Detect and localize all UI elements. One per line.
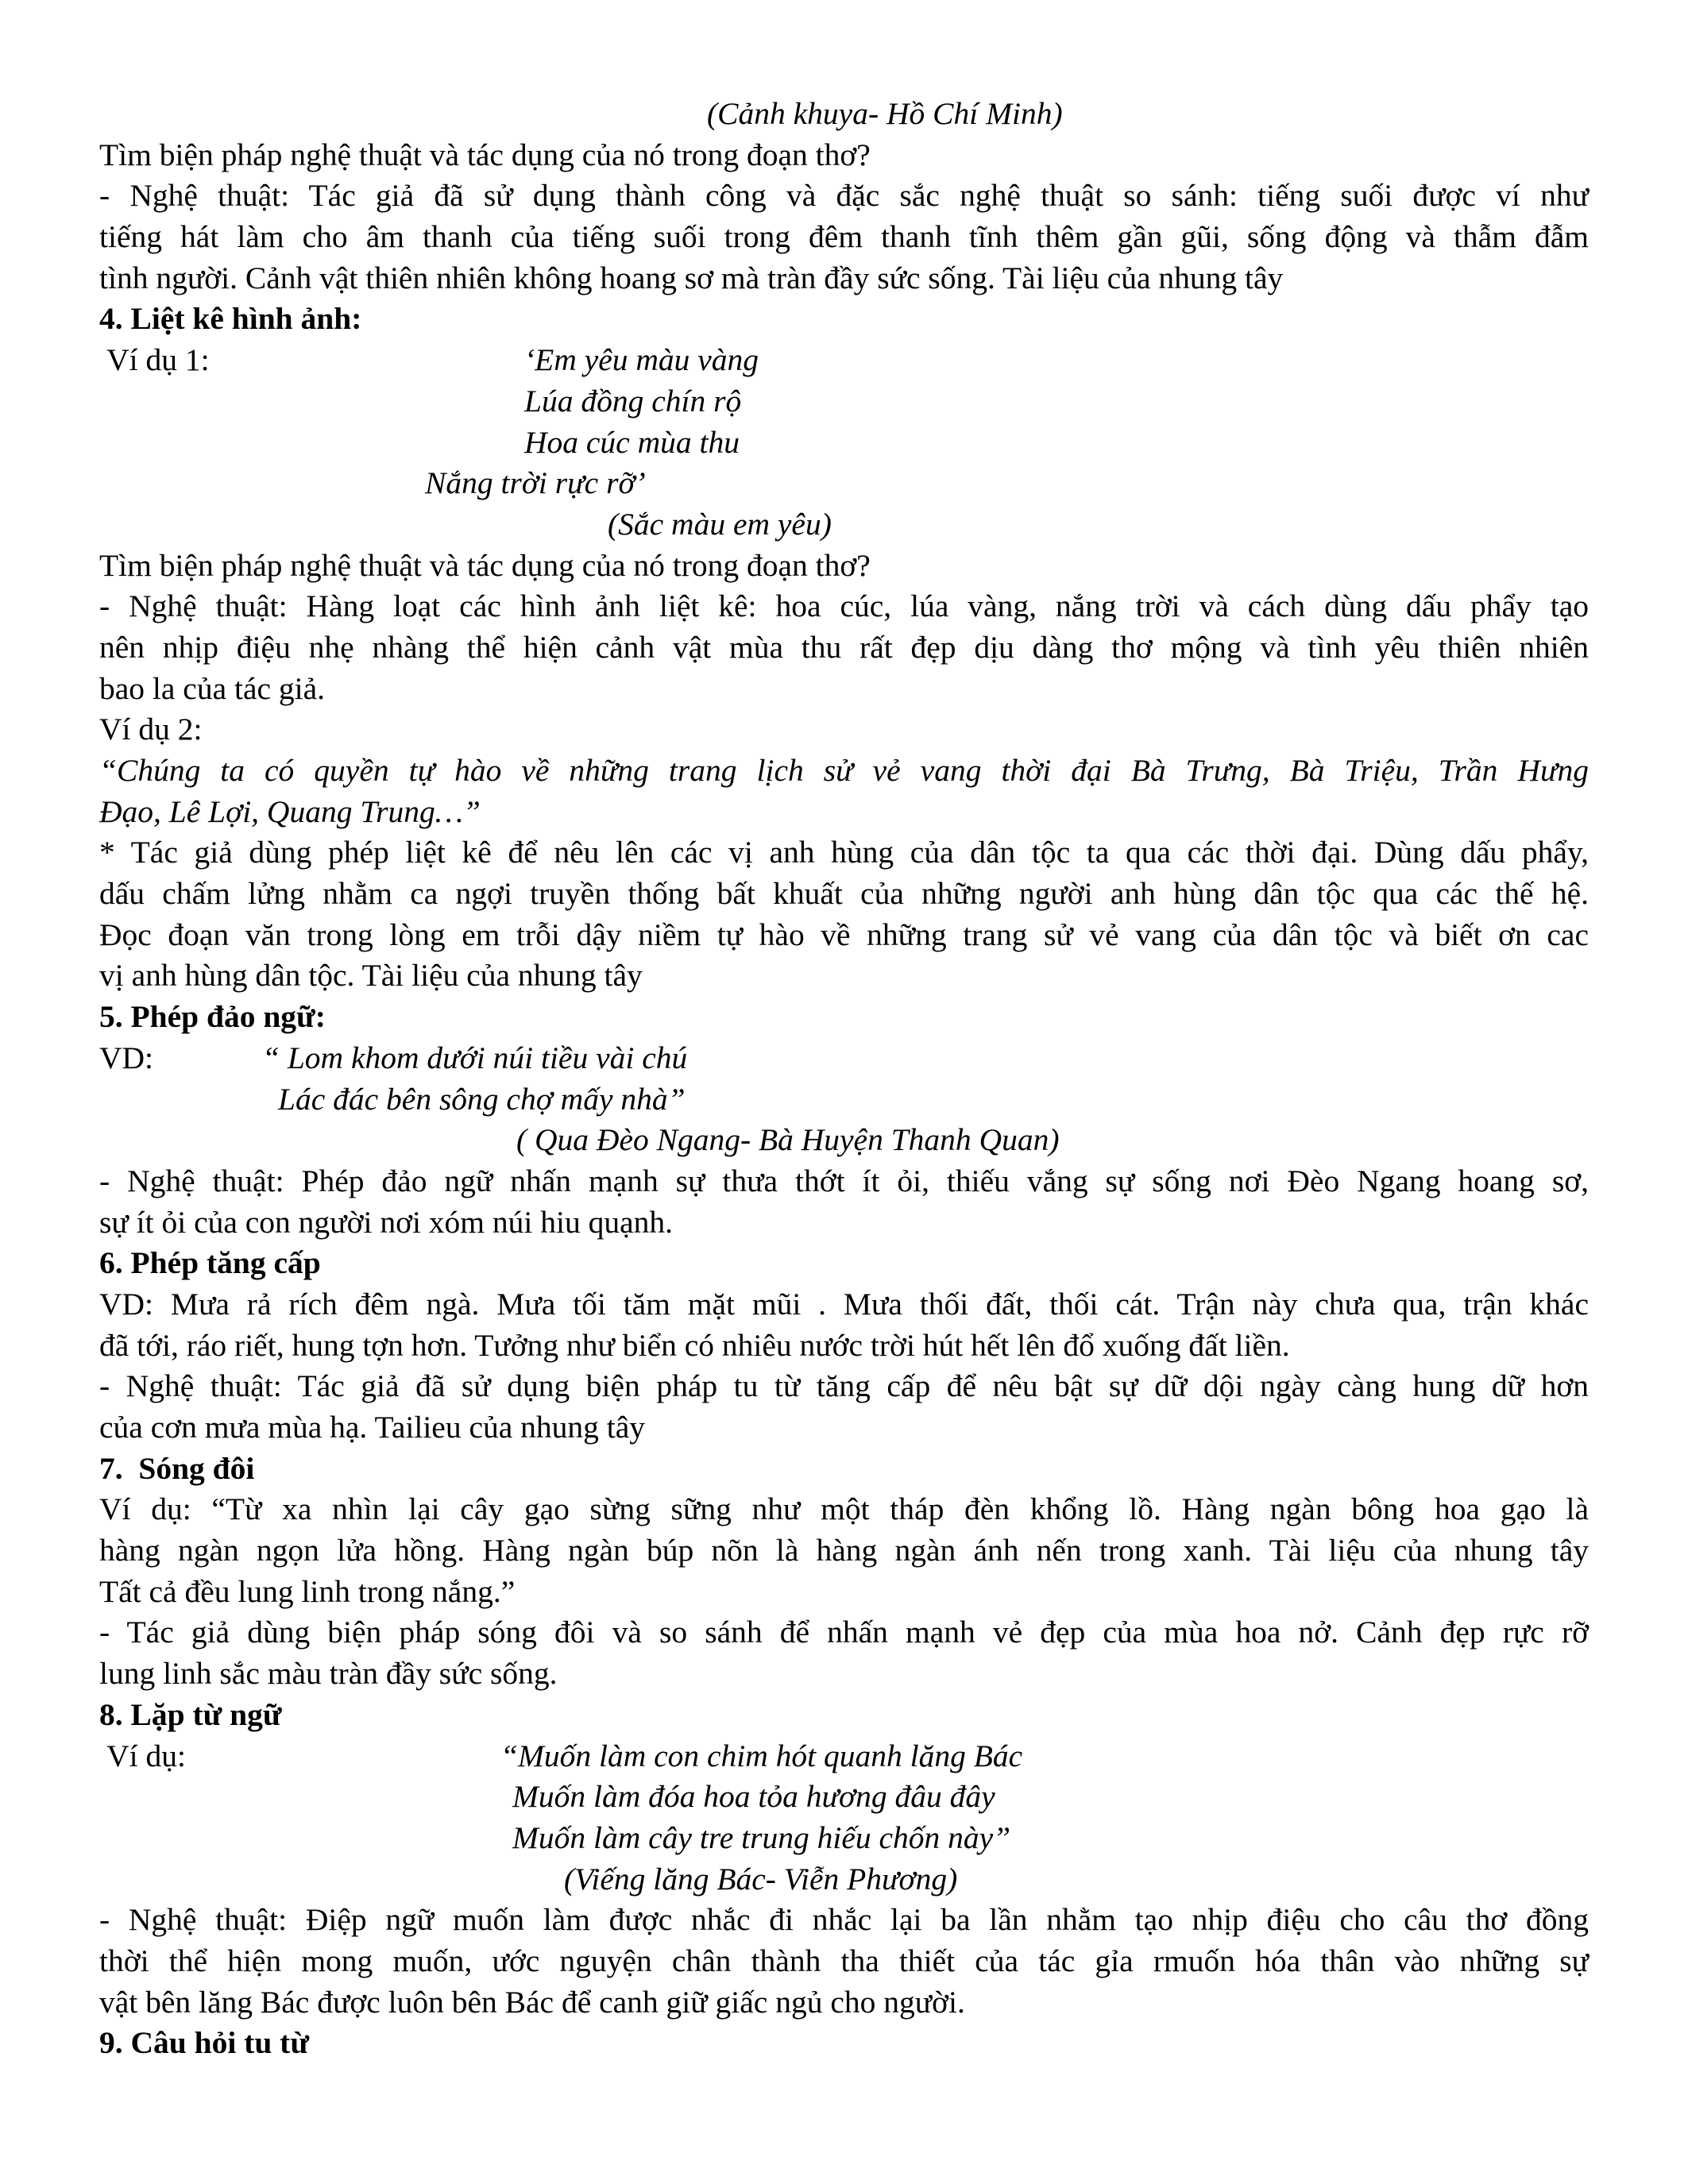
text-line: của cơn mưa mùa hạ. Tailieu của nhung tây	[99, 1410, 646, 1445]
text-segment: ‘Em yêu màu vàng	[524, 342, 759, 378]
text-line: 7. Sóng đôi	[99, 1450, 255, 1486]
text-line: Nắng trời rực rỡ’	[425, 465, 646, 501]
text-line: 5. Phép đảo ngữ:	[99, 999, 326, 1035]
text-line: dấu chấm lửng nhằm ca ngợi truyền thống bất khuất của những người anh hùng dân tộc qua các thế hệ.	[99, 876, 1589, 912]
text-line: VD: Mưa rả rích đêm ngà. Mưa tối tăm mặt mũi . Mưa thối đất, thối cát. Trận này chưa qua, trận khác	[99, 1286, 1589, 1322]
text-line: “Chúng ta có quyền tự hào về những trang lịch sử vẻ vang thời đại Bà Trưng, Bà Triệu, Trần Hưng	[99, 753, 1589, 788]
text-line: Muốn làm cây tre trung hiếu chốn này”	[512, 1819, 1011, 1855]
text-line: - Nghệ thuật: Tác giả đã sử dụng biện pháp tu từ tăng cấp để nêu bật sự dữ dội ngày càng hung dữ hơn	[99, 1368, 1589, 1404]
text-line: Muốn làm đóa hoa tỏa hương đâu đây	[512, 1779, 995, 1815]
text-line	[99, 1736, 1589, 1777]
text-line: - Tác giả dùng biện pháp sóng đôi và so sánh để nhấn mạnh vẻ đẹp của mùa hoa nở. Cảnh đẹp rực rỡ	[99, 1615, 1589, 1650]
text-line: Đạo, Lê Lợi, Quang Trung…”	[99, 793, 481, 829]
text-line: ( Qua Đèo Ngang- Bà Huyện Thanh Quan)	[516, 1122, 1060, 1158]
text-line: thời thể hiện mong muốn, ước nguyện chân thành tha thiết của tác gỉa rmuốn hóa thân vào những sự	[99, 1943, 1589, 1978]
text-line: - Nghệ thuật: Tác giả đã sử dụng thành công và đặc sắc nghệ thuật so sánh: tiếng suối được ví như	[99, 178, 1589, 214]
text-segment: “ Lom khom dưới núi tiều vài chú	[262, 1040, 688, 1075]
text-line: Hoa cúc mùa thu	[524, 424, 740, 460]
text-line: Lác đác bên sông chợ mấy nhà”	[278, 1081, 686, 1117]
text-line: vật bên lăng Bác được luôn bên Bác để canh giữ giấc ngủ cho người.	[99, 1984, 965, 2020]
text-line: 4. Liệt kê hình ảnh:	[99, 301, 362, 337]
text-segment: VD:	[99, 1040, 154, 1075]
text-line: Tìm biện pháp nghệ thuật và tác dụng của nó trong đoạn thơ?	[99, 547, 871, 583]
text-line	[99, 340, 1589, 381]
text-line	[99, 1038, 1589, 1079]
text-line: tình người. Cảnh vật thiên nhiên không hoang sơ mà tràn đầy sức sống. Tài liệu của nhung tây	[99, 260, 1284, 295]
text-line: sự ít ỏi của con người nơi xóm núi hiu quạnh.	[99, 1204, 674, 1240]
text-line: tiếng hát làm cho âm thanh của tiếng suối trong đêm thanh tĩnh thêm gần gũi, sống động và thẫm đẫm	[99, 219, 1589, 255]
text-line: Ví dụ: “Từ xa nhìn lại cây gạo sừng sững như một tháp đèn khổng lồ. Hàng ngàn bông hoa gạo là	[99, 1491, 1589, 1527]
text-line: hàng ngàn ngọn lửa hồng. Hàng ngàn búp nõn là hàng ngàn ánh nến trong xanh. Tài liệu của nhung tây	[99, 1533, 1589, 1569]
text-line: Lúa đồng chín rộ	[524, 383, 742, 419]
text-line: Tất cả đều lung linh trong nắng.”	[99, 1573, 516, 1609]
text-line: * Tác giả dùng phép liệt kê để nêu lên các vị anh hùng của dân tộc ta qua các thời đại. Dùng dấu phẩy,	[99, 835, 1589, 870]
text-line: (Viếng lăng Bác- Viễn Phương)	[564, 1861, 958, 1897]
text-line: Tìm biện pháp nghệ thuật và tác dụng của nó trong đoạn thơ?	[99, 137, 871, 172]
text-line: (Sắc màu em yêu)	[608, 506, 832, 542]
text-line: nên nhịp điệu nhẹ nhàng thể hiện cảnh vật mùa thu rất đẹp dịu dàng thơ mộng và tình yêu thiên nhiên	[99, 629, 1589, 665]
text-segment: Ví dụ:	[99, 1738, 187, 1773]
text-line: 6. Phép tăng cấp	[99, 1245, 321, 1281]
text-line: - Nghệ thuật: Điệp ngữ muốn làm được nhắc đi nhắc lại ba lần nhằm tạo nhịp điệu cho câu thơ đồng	[99, 1902, 1589, 1938]
text-line: 8. Lặp từ ngữ	[99, 1696, 282, 1732]
text-line: vị anh hùng dân tộc. Tài liệu của nhung tây	[99, 958, 643, 994]
text-segment: Ví dụ 1:	[99, 342, 210, 378]
text-line: - Nghệ thuật: Hàng loạt các hình ảnh liệt kê: hoa cúc, lúa vàng, nắng trời và cách dùng dấu phẩy tạo	[99, 588, 1589, 624]
text-line: - Nghệ thuật: Phép đảo ngữ nhấn mạnh sự thưa thớt ít ỏi, thiếu vắng sự sống nơi Đèo Ngang hoang sơ,	[99, 1163, 1589, 1198]
text-line: 9. Câu hỏi tu từ	[99, 2025, 310, 2061]
text-line: Đọc đoạn văn trong lòng em trỗi dậy niềm tự hào về những trang sử vẻ vang của dân tộc và biết ơn cac	[99, 916, 1589, 952]
text-line: bao la của tác giả.	[99, 670, 326, 706]
text-segment: “Muốn làm con chim hót quanh lăng Bác	[500, 1738, 1023, 1773]
text-line: lung linh sắc màu tràn đầy sức sống.	[99, 1656, 558, 1692]
document-page	[99, 94, 1589, 2064]
text-line: (Cảnh khuya- Hồ Chí Minh)	[707, 96, 1063, 131]
text-line: Ví dụ 2:	[99, 712, 203, 747]
text-line: đã tới, ráo riết, hung tợn hơn. Tưởng như biển có nhiêu nước trời hút hết lên đổ xuống đất liền.	[99, 1327, 1290, 1363]
